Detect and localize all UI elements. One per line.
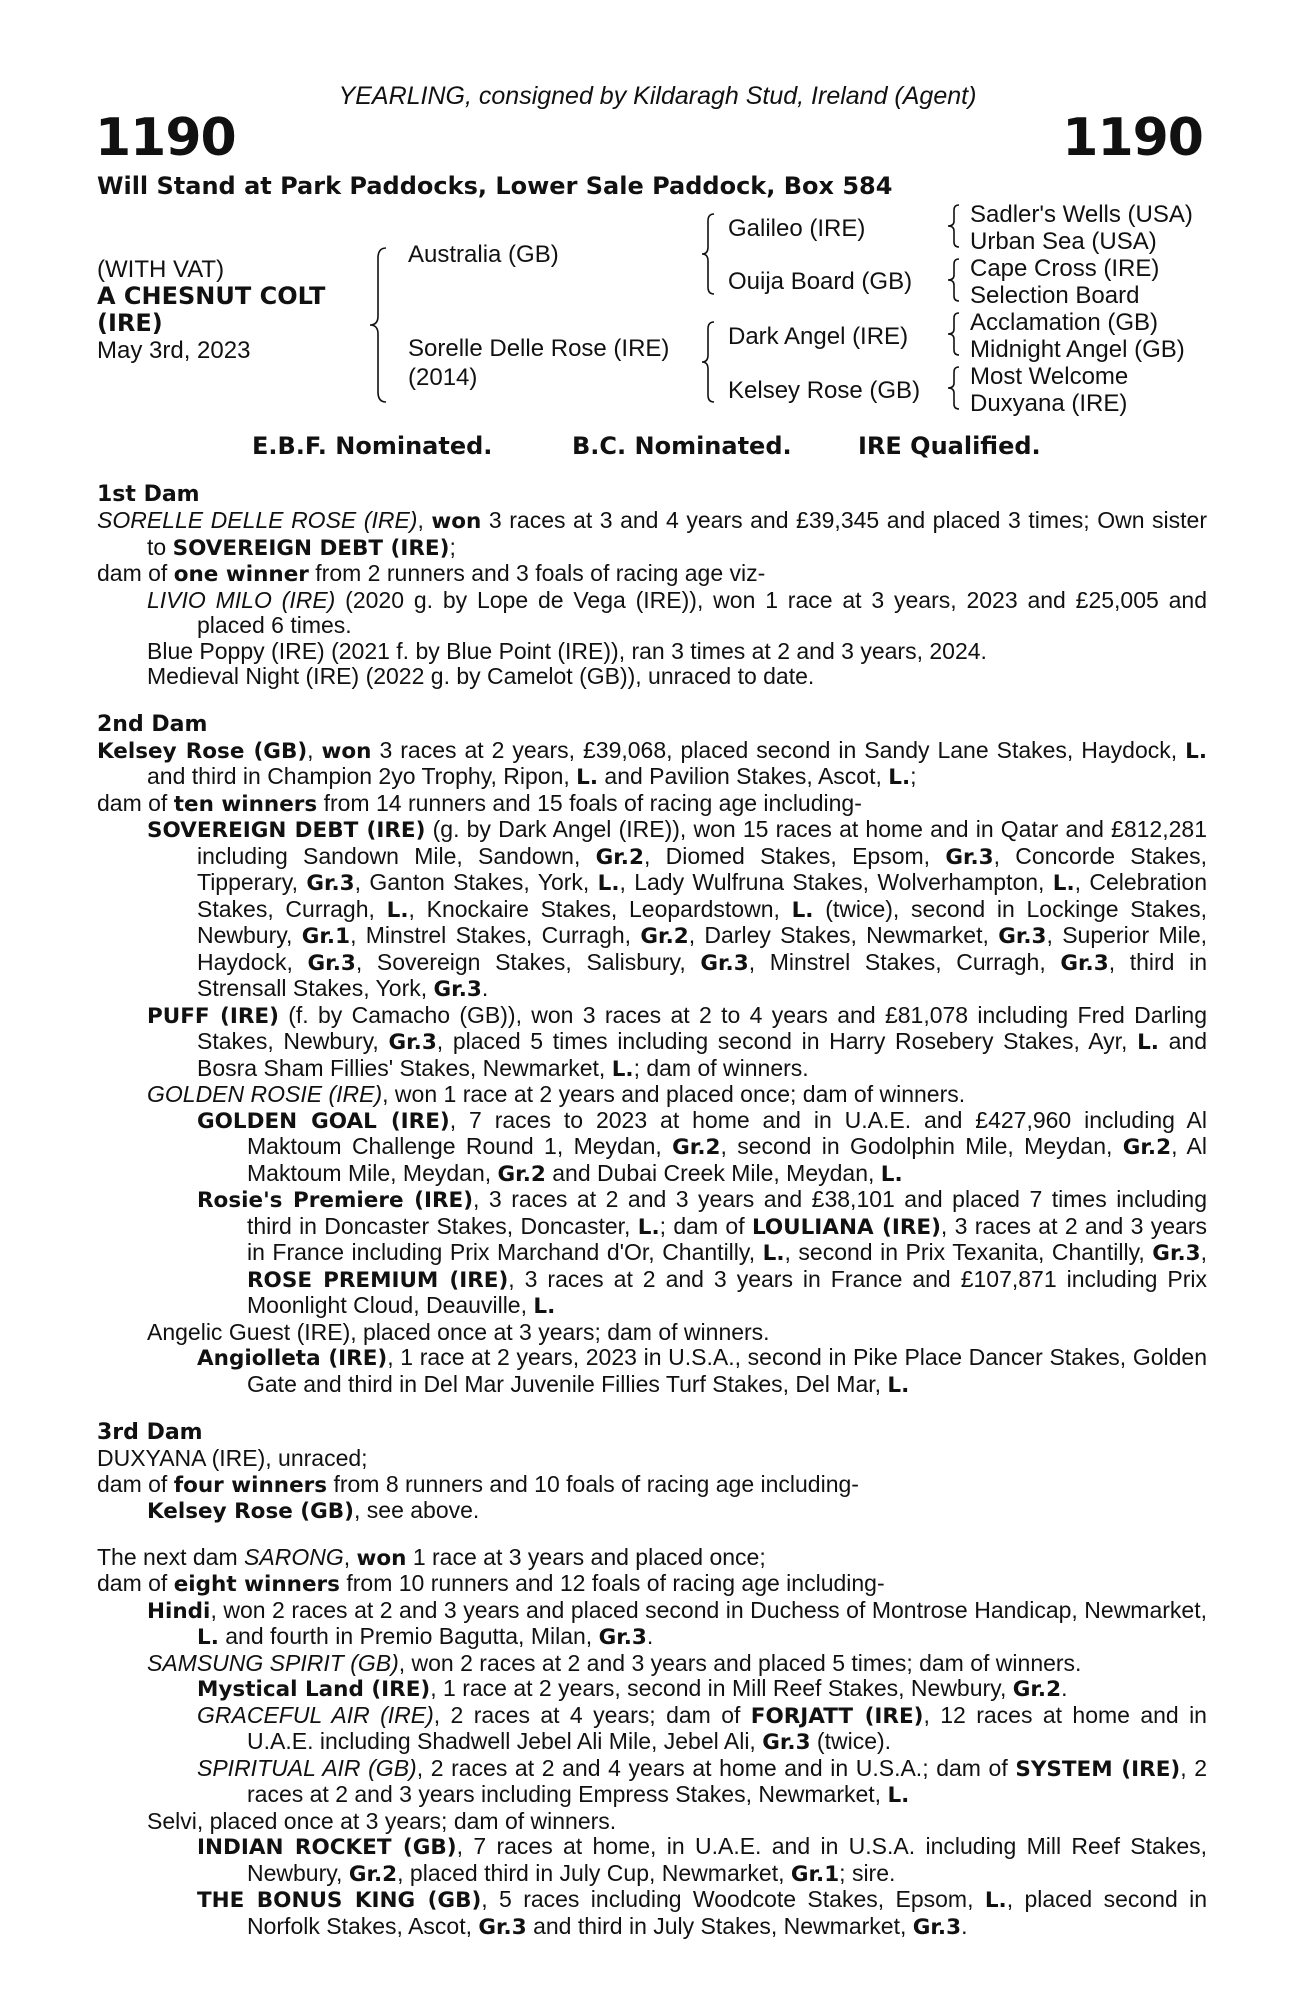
produce-kelsey-rose: Kelsey Rose (GB), see above. (147, 1497, 480, 1524)
bc-nomination: B.C. Nominated. (572, 432, 792, 460)
pedigree-brace-g4-4 (946, 365, 964, 411)
dam-sire: Dark Angel (IRE) (728, 323, 909, 350)
horse-origin: (IRE) (97, 309, 163, 337)
dam-dam: Kelsey Rose (GB) (728, 377, 921, 404)
pedigree-brace-g4-1 (946, 203, 964, 249)
produce-sovereign-debt: SOVEREIGN DEBT (IRE) (g. by Dark Angel (IRE)), won 15 races at home and in Qatar and £812,281 including Sandown Mile, Sandown, Gr.2, Diomed Stakes, Epsom, Gr.3, Concorde Stakes, Tipperary, Gr.3, Ganton Stakes, York, L., Lady Wulfruna Stakes, Wolverhampton, L., Celebration Stakes, Curragh, L., Knockaire Stakes, Leopardstown, L. (twice), second in Lockinge Stakes, Newbury, Gr.1, Minstrel Stakes, Curragh, Gr.2, Darley Stakes, Newmarket, Gr.3, Superior Mile, Haydock, Gr.3, Sovereign Stakes, Salisbury, Gr.3, Minstrel Stakes, Curragh, Gr.3, third in Strensall Stakes, York, Gr.3. (147, 816, 1208, 1002)
produce-golden-goal: GOLDEN GOAL (IRE), 7 races to 2023 at home and in U.A.E. and £427,960 including Al Maktoum Challenge Round 1, Meydan, Gr.2, second in Godolphin Mile, Meydan, Gr.2, Al Maktoum Mile, Meydan, Gr.2 and Dubai Creek Mile, Meydan, L. (197, 1106, 1207, 1187)
second-dam-heading: 2nd Dam (97, 711, 208, 737)
ancestor-5: Acclamation (GB) (970, 309, 1159, 336)
ire-qualification: IRE Qualified. (858, 432, 1041, 460)
pedigree-brace-main (368, 246, 394, 404)
ancestor-7: Most Welcome (970, 363, 1129, 390)
horse-name: A CHESNUT COLT (97, 282, 326, 310)
sire-dam: Ouija Board (GB) (728, 268, 913, 295)
first-dam-produce-summary: dam of one winner from 2 runners and 3 foals of racing age viz- (97, 560, 766, 587)
lot-number-left: 1190 (95, 108, 236, 168)
stand-location: Will Stand at Park Paddocks, Lower Sale Paddock, Box 584 (97, 172, 893, 200)
next-dam-produce-summary: dam of eight winners from 10 runners and 12 foals of racing age including- (97, 1570, 885, 1597)
produce-indian-rocket: INDIAN ROCKET (GB), 7 races at home, in U.A.E. and in U.S.A. including Mill Reef Stakes, Newbury, Gr.2, placed third in July Cup, Newmarket, Gr.1; sire. (197, 1833, 1207, 1887)
produce-medieval-night: Medieval Night (IRE) (2022 g. by Camelot (GB)), unraced to date. (147, 663, 815, 689)
pedigree-brace-g4-2 (946, 257, 964, 303)
produce-puff: PUFF (IRE) (f. by Camacho (GB)), won 3 races at 2 to 4 years and £81,078 including Fred Darling Stakes, Newbury, Gr.3, placed 5 times including second in Harry Rosebery Stakes, Ayr, L. and Bosra Sham Fillies' Stakes, Newmarket, L.; dam of winners. (147, 1001, 1208, 1082)
produce-angelic-guest: Angelic Guest (IRE), placed once at 3 years; dam of winners. (147, 1318, 770, 1345)
produce-mystical-land: Mystical Land (IRE), 1 race at 2 years, second in Mill Reef Stakes, Newbury, Gr.2. (197, 1675, 1068, 1702)
lot-number-right: 1190 (1062, 108, 1203, 168)
produce-hindi: Hindi, won 2 races at 2 and 3 years and placed second in Duchess of Montrose Handicap, Newmarket, L. and fourth in Premio Bagutta, Milan, Gr.3. (147, 1596, 1207, 1650)
foaling-date: May 3rd, 2023 (97, 337, 251, 364)
pedigree-brace-sire (700, 212, 720, 296)
produce-blue-poppy: Blue Poppy (IRE) (2021 f. by Blue Point (IRE)), ran 3 times at 2 and 3 years, 2024. (147, 637, 987, 664)
produce-selvi: Selvi, placed once at 3 years; dam of winners. (147, 1807, 617, 1834)
consignment-line: YEARLING, consigned by Kildaragh Stud, Ireland (Agent) (338, 82, 977, 110)
sire: Australia (GB) (408, 241, 559, 268)
produce-spiritual-air: SPIRITUAL AIR (GB), 2 races at 2 and 4 years at home and in U.S.A.; dam of SYSTEM (IRE), 2 races at 2 and 3 years including Empress Stakes, Newmarket, L. (197, 1754, 1208, 1808)
produce-golden-rosie: GOLDEN ROSIE (IRE), won 1 race at 2 years and placed once; dam of winners. (147, 1081, 966, 1107)
produce-samsung-spirit: SAMSUNG SPIRIT (GB), won 2 races at 2 and 3 years and placed 5 times; dam of winners. (147, 1649, 1082, 1676)
third-dam-heading: 3rd Dam (97, 1420, 203, 1445)
ancestor-1: Sadler's Wells (USA) (970, 201, 1193, 228)
first-dam-heading: 1st Dam (97, 482, 200, 507)
second-dam-summary: Kelsey Rose (GB), won 3 races at 2 years, £39,068, placed second in Sandy Lane Stakes, Haydock, L. and third in Champion 2yo Trophy, Ripon, L. and Pavilion Stakes, Ascot, L.; (97, 736, 1208, 790)
ancestor-3: Cape Cross (IRE) (970, 255, 1160, 282)
sire-sire: Galileo (IRE) (728, 215, 866, 242)
third-dam-produce-summary: dam of four winners from 8 runners and 10 foals of racing age including- (97, 1470, 859, 1498)
ancestor-2: Urban Sea (USA) (970, 228, 1157, 255)
produce-livio-milo: LIVIO MILO (IRE) (2020 g. by Lope de Vega (IRE)), won 1 race at 3 years, 2023 and £25,005 and placed 6 times. (147, 586, 1207, 638)
vat-note: (WITH VAT) (97, 256, 225, 283)
dam-year: (2014) (408, 364, 478, 391)
produce-graceful-air: GRACEFUL AIR (IRE), 2 races at 4 years; dam of FORJATT (IRE), 12 races at home and in U.A.E. including Shadwell Jebel Ali Mile, Jebel Ali, Gr.3 (twice). (197, 1701, 1207, 1755)
produce-angiolleta: Angiolleta (IRE), 1 race at 2 years, 2023 in U.S.A., second in Pike Place Dancer Stakes, Golden Gate and third in Del Mar Juvenile Fillies Turf Stakes, Del Mar, L. (197, 1344, 1207, 1398)
second-dam-produce-summary: dam of ten winners from 14 runners and 15 foals of racing age including- (97, 789, 862, 817)
produce-the-bonus-king: THE BONUS KING (GB), 5 races including Woodcote Stakes, Epsom, L., placed second in Norfolk Stakes, Ascot, Gr.3 and third in July Stakes, Newmarket, Gr.3. (197, 1886, 1208, 1940)
next-dam-summary: The next dam SARONG, won 1 race at 3 years and placed once; (97, 1543, 766, 1571)
ancestor-6: Midnight Angel (GB) (970, 336, 1185, 363)
ancestor-4: Selection Board (970, 282, 1140, 309)
third-dam-summary: DUXYANA (IRE), unraced; (97, 1445, 368, 1471)
first-dam-summary: SORELLE DELLE ROSE (IRE), won 3 races at 3 and 4 years and £39,345 and placed 3 times; Own sister to SOVEREIGN DEBT (IRE); (97, 507, 1207, 561)
pedigree-brace-g4-3 (946, 311, 964, 357)
ancestor-8: Duxyana (IRE) (970, 390, 1128, 417)
catalogue-body (97, 482, 1207, 1940)
produce-rosies-premiere: Rosie's Premiere (IRE), 3 races at 2 and 3 years and £38,101 and placed 7 times including third in Doncaster Stakes, Doncaster, L.; dam of LOULIANA (IRE), 3 races at 2 and 3 years in France including Prix Marchand d'Or, Chantilly, L., second in Prix Texanita, Chantilly, Gr.3, ROSE PREMIUM (IRE), 3 races at 2 and 3 years in France and £107,871 including Prix Moonlight Cloud, Deauville, L. (197, 1186, 1207, 1319)
ebf-nomination: E.B.F. Nominated. (252, 432, 493, 460)
pedigree-brace-dam (700, 320, 720, 404)
dam-name: Sorelle Delle Rose (IRE) (408, 335, 670, 362)
